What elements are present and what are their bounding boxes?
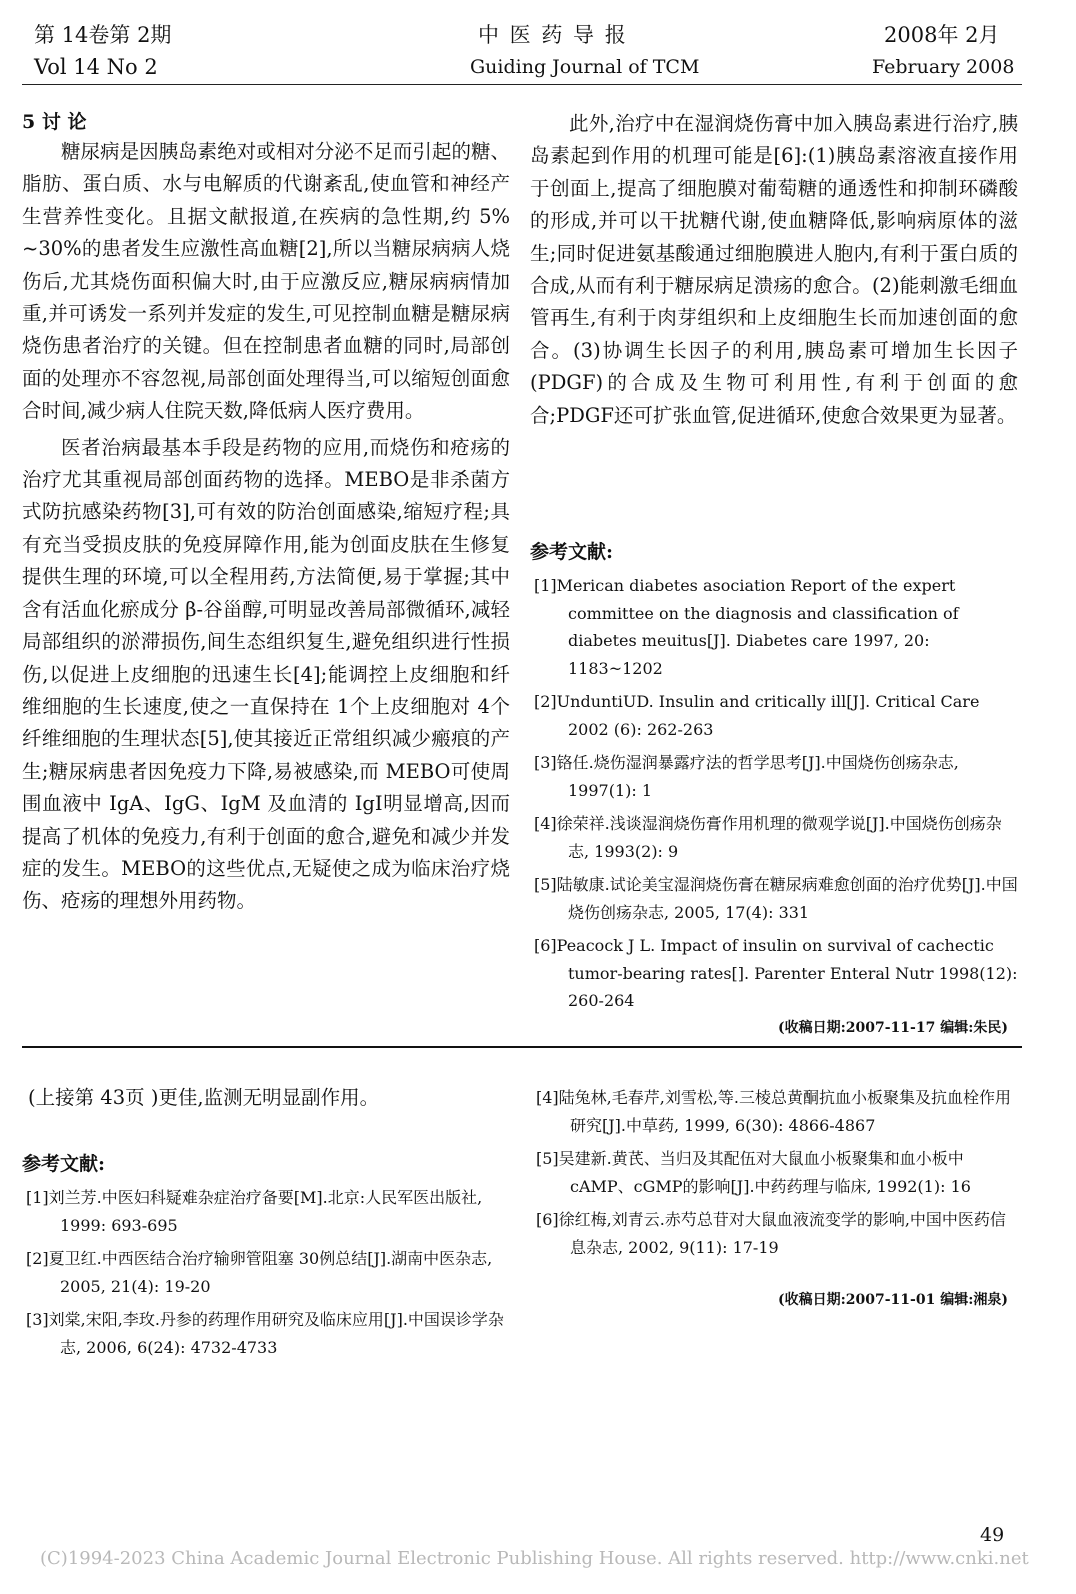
section-title: 5 讨 论 [22,111,87,133]
discussion-paragraph: 医者治病最基本手段是药物的应用,而烧伤和疮疡的治疗尤其重视局部创面药物的选择。MEBO是非杀菌方式防抗感染药物[3],可有效的防治创面感染,缩短疗程;具有充当受损皮肤的免疫屏障作用,能为创面皮肤在生修复提供生理的环境,可以全程用药,方法简便,易于掌握;其中含有活血化瘀成分 β-谷甾醇,可明显改善局部微循环,减轻局部组织的淤滞损伤,间生态组织复生,避免组织进行性损伤,以促进上皮细胞的迅速生长[4];能调控上皮细胞和纤维细胞的生长速度,使之一直保持在 1个上皮细胞对 4个纤维细胞的生理状态[5],使其接近正常组织减少瘢痕的产生;糖尿病患者因免疫力下降,易被感染,而 MEBO可使周围血液中 IgA、IgG、IgM 及血清的 IgI明显增高,因而提高了机体的免疫力,有利于创面的愈合,避免和减少并发症的发生。MEBO的这些优点,无疑使之成为临床治疗烧伤、疮疡的理想外用药物。 [22,435,510,913]
reference-item: [1]刘兰芳.中医妇科疑难杂症治疗备要[M].北京:人民军医出版社, 1999: 693-695 [26,1188,483,1235]
reference-item: [4]徐荣祥.浅谈湿润烧伤膏作用机理的微观学说[J].中国烧伤创疡杂志, 1993(2): 9 [534,814,1002,861]
reference-item: [2]UnduntiUD. Insulin and critically ill[J]. Critical Care 2002 (6): 262-263 [534,692,980,739]
reference-item: [4]陆兔林,毛春芹,刘雪松,等.三棱总黄酮抗血小板聚集及抗血栓作用研究[J].中草药, 1999, 6(30): 4866-4867 [536,1088,1012,1135]
reference-item: [3]刘棠,宋阳,李玫.丹参的药理作用研究及临床应用[J].中国误诊学杂志, 2006, 6(24): 4732-4733 [26,1310,504,1357]
mechanism-body [530,108,1018,432]
header-rule [22,84,1022,85]
references-list [534,572,1020,1021]
journal-title-en: Guiding Journal of TCM [470,56,700,78]
issue-en: Vol 14 No 2 [34,55,158,79]
continuation-references-title: 参考文献: [22,1153,106,1175]
reference-item: [5]陆敏康.试论美宝湿润烧伤膏在糖尿病难愈创面的治疗优势[J].中国烧伤创疡杂志, 2005, 17(4): 331 [534,875,1018,922]
journal-title-cn: 中 医 药 导 报 [478,23,628,47]
reference-item: [1]Merican diabetes asociation Report of the expert committee on the diagnosis and classification of diabetes meuitus[J]. Diabetes care 1997, 20: 1183~1202 [534,576,959,678]
reference-item: [3]铬任.烧伤湿润暴露疗法的哲学思考[J].中国烧伤创疡杂志, 1997(1): 1 [534,753,959,800]
mechanism-paragraph: 此外,治疗中在湿润烧伤膏中加入胰岛素进行治疗,胰岛素起到作用的机理可能是[6]:(1)胰岛素溶液直接作用于创面上,提高了细胞膜对葡萄糖的通透性和抑制环磷酸的形成,并可以干扰糖代谢,使血糖降低,影响病原体的滋生;同时促进氨基酸通过细胞膜进人胞内,有利于蛋白质的合成,从而有利于糖尿病足溃疡的愈合。(2)能刺激毛细血管再生,有利于肉芽组织和上皮细胞生长而加速创面的愈合。(3)协调生长因子的利用,胰岛素可增加生长因子(PDGF)的合成及生物可利用性,有利于创面的愈合;PDGF还可扩张血管,促进循环,使愈合效果更为显著。 [530,112,1018,427]
article-separator [22,1046,1022,1048]
references-title: 参考文献: [530,541,614,563]
reference-item: [6]Peacock J L. Impact of insulin on survival of cachectic tumor-bearing rates[]. Parenter Enteral Nutr 1998(12): 260-264 [534,936,1018,1010]
discussion-paragraph: 糖尿病是因胰岛素绝对或相对分泌不足而引起的糖、脂肪、蛋白质、水与电解质的代谢紊乱,使血管和神经产生营养性变化。且据文献报道,在疾病的急性期,约 5% ~30%的患者发生应激性高血糖[2],所以当糖尿病病人烧伤后,尤其烧伤面积偏大时,由于应激反应,糖尿病病情加重,并可诱发一系列并发症的发生,可见控制血糖是糖尿病烧伤患者治疗的关键。但在控制患者血糖的同时,局部创面的处理亦不容忽视,局部创面处理得当,可以缩短创面愈合时间,减少病人住院天数,降低病人医疗费用。 [22,140,510,423]
page-number: 49 [980,1524,1005,1546]
reference-item: [2]夏卫红.中西医结合治疗输卵管阻塞 30例总结[J].湖南中医杂志, 2005, 21(4): 19-20 [26,1249,493,1296]
continuation-references-right [536,1084,1016,1267]
issue-cn: 第 14卷第 2期 [34,23,172,47]
receipt-note: (收稿日期:2007-11-17 编辑:朱民) [777,1020,1008,1036]
continuation-receipt-note: (收稿日期:2007-11-01 编辑:湘泉) [777,1292,1008,1308]
reference-item: [6]徐红梅,刘青云.赤芍总苷对大鼠血液流变学的影响,中国中医药信息杂志, 2002, 9(11): 17-19 [536,1210,1006,1257]
continuation-line: (上接第 43页 )更佳,监测无明显副作用。 [28,1086,380,1109]
reference-item: [5]吴建新.黄芪、当归及其配伍对大鼠血小板聚集和血小板中 cAMP、cGMP的影响[J].中药药理与临床, 1992(1): 16 [536,1149,971,1196]
discussion-body [22,136,510,918]
issue-date-en: February 2008 [872,56,1015,78]
copyright-footer: (C)1994-2023 China Academic Journal Electronic Publishing House. All rights reserved. http://www.cnki.net [40,1548,1029,1569]
continuation-references-left [26,1184,510,1367]
issue-date-cn: 2008年 2月 [884,23,1000,47]
